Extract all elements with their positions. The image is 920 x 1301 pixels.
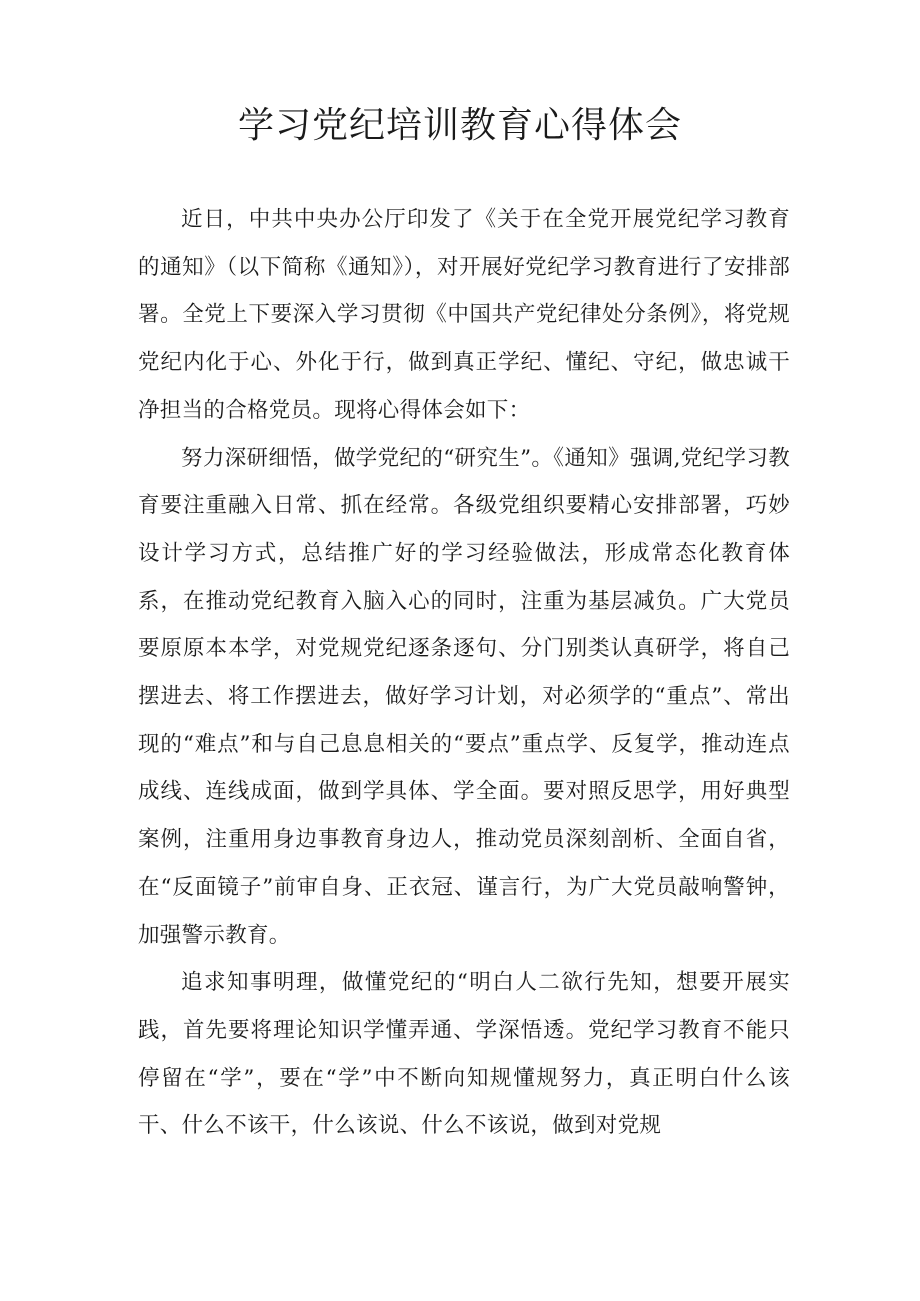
paragraph-study: 努力深研细悟，做学党纪的“研究生”。《通知》强调,党纪学习教育要注重融入日常、抓在经常。各级党组织要精心安排部署，巧妙设计学习方式，总结推广好的学习经验做法，形成常态化教育体系，在推动党纪教育入脑入心的同时，注重为基层减负。广大党员要原原本本学，对党规党纪逐条逐句、分门别类认真研学，将自己摆进去、将工作摆进去，做好学习计划，对必须学的“重点”、常出现的“难点”和与自己息息相关的“要点”重点学、反复学，推动连点成线、连线成面，做到学具体、学全面。要对照反思学，用好典型案例，注重用身边事教育身边人，推动党员深刻剖析、全面自省，在“反面镜子”前审自身、正衣冠、谨言行，为广大党员敲响警钟，加强警示教育。: [138, 445, 790, 948]
document-body: [138, 196, 790, 1150]
paragraph-understand: 追求知事明理，做懂党纪的“明白人二欲行先知，想要开展实践，首先要将理论知识学懂弄通、学深悟透。党纪学习教育不能只停留在“学”，要在“学”中不断向知规懂规努力，真正明白什么该干、什么不该干，什么该说、什么不该说，做到对党规: [138, 970, 790, 1139]
document-title: 学习党纪培训教育心得体会: [237, 105, 682, 146]
paragraph-intro: 近日，中共中央办公厅印发了《关于在全党开展党纪学习教育的通知》（以下简称《通知》），对开展好党纪学习教育进行了安排部署。全党上下要深入学习贯彻《中国共产党纪律处分条例》，将党规党纪内化于心、外化于行，做到真正学纪、懂纪、守纪，做忠诚干净担当的合格党员。现将心得体会如下：: [138, 207, 790, 423]
